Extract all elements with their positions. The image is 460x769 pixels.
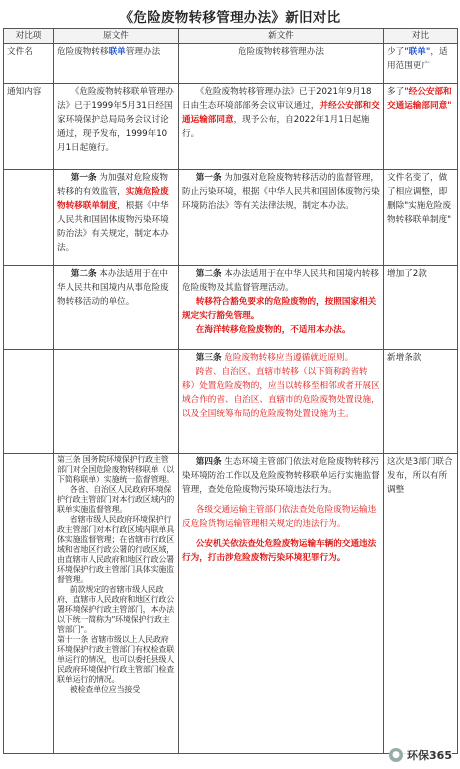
old-text: 第一条 为加强对危险废物转移的有效监管，实施危险废物转移联单制度，根据《中华人民共和国固体废物污染环境防治法》有关规定，制定本办法。 bbox=[54, 170, 179, 266]
header-compare: 对比 bbox=[384, 29, 458, 44]
header-old: 原文件 bbox=[54, 29, 179, 44]
header-item: 对比项 bbox=[4, 29, 54, 44]
table-row bbox=[4, 266, 458, 350]
compare-text: 文件名变了，做了相应调整，即删除"实施危险废物转移联单制度" bbox=[384, 170, 458, 266]
row-item: 文件名 bbox=[4, 44, 54, 84]
new-text: 第一条 为加强对危险废物转移活动的监督管理，防止污染环境，根据《中华人民共和国固体废物污染环境防治法》等有关法律法规，制定本办法。 bbox=[179, 170, 384, 266]
row-item bbox=[4, 266, 54, 350]
watermark bbox=[389, 747, 452, 763]
row-item: 通知内容 bbox=[4, 84, 54, 170]
compare-text: 新增条款 bbox=[384, 350, 458, 454]
old-text: 危险废物转移联单管理办法 bbox=[54, 44, 179, 84]
row-item bbox=[4, 170, 54, 266]
table-row bbox=[4, 84, 458, 170]
watermark-text: 环保365 bbox=[407, 749, 452, 762]
old-text: 第三条 国务院环境保护行政主管部门对全国危险废物转移联单（以下简称联单）实施统一监督管理。 各省、自治区人民政府环境保护行政主管部门对本行政区域内的联单实施监督管理。 省辖市级人民政府环境保护行政主管部门对本行政区域内联单具体实施监督管理；在省辖市行政区域和省地区行政公署的行政区域，由直辖市人民政府和地区行政公署环境保护行政主管部门具体实施监督管理。 前款规定的省辖市级人民政府、直辖市人民政府和地区行政公署环境保护行政主管部门，本办法以下统一简称为"环境保护行政主管部门"。 第十一条 省辖市级以上人民政府环境保护行政主管部门有权检查联单运行的情况，也可以委托县级人民政府环境保护行政主管部门检查联单运行的情况。 被检查单位应当接受 bbox=[54, 454, 179, 754]
header-row bbox=[4, 29, 458, 44]
wechat-icon: ● bbox=[389, 748, 403, 762]
compare-text: 增加了2款 bbox=[384, 266, 458, 350]
comparison-table bbox=[3, 28, 458, 754]
table-row bbox=[4, 44, 458, 84]
old-text: 《危险废物转移联单管理办法》已于1999年5月31日经国家环境保护总局局务会议讨论通过，现予发布，1999年10月1日起施行。 bbox=[54, 84, 179, 170]
table-row bbox=[4, 350, 458, 454]
new-text: 《危险废物转移管理办法》已于2021年9月18日由生态环境部部务会议审议通过，并经公安部和交通运输部同意，现予公布，自2022年1月1日起施行。 bbox=[179, 84, 384, 170]
new-text: 第三条 危险废物转移应当遵循就近原则。 跨省、自治区、直辖市转移（以下简称跨省转移）处置危险废物的，应当以转移至相邻或者开展区域合作的省、自治区、直辖市的危险废物处置设施，以及全国统筹布局的危险废物处置设施为主。 bbox=[179, 350, 384, 454]
new-text: 第二条 本办法适用于在中华人民共和国境内转移危险废物及其监督管理活动。 转移符合豁免要求的危险废物的，按照国家相关规定实行豁免管理。 在海洋转移危险废物的，不适用本办法。 bbox=[179, 266, 384, 350]
table-row bbox=[4, 170, 458, 266]
old-text: 第二条 本办法适用于在中华人民共和国境内从事危险废物转移活动的单位。 bbox=[54, 266, 179, 350]
compare-text: 这次是3部门联合发布，所以有所调整 bbox=[384, 454, 458, 754]
row-item bbox=[4, 350, 54, 454]
row-item bbox=[4, 454, 54, 754]
new-text: 第四条 生态环境主管部门依法对危险废物转移污染环境防治工作以及危险废物转移联单运行实施监督管理，查处危险废物污染环境违法行为。 各级交通运输主管部门依法查处危险废物运输违反危险货物运输管理相关规定的违法行为。 公安机关依法查处危险废物运输车辆的交通违法行为，打击涉危险废物污染环境犯罪行为。 bbox=[179, 454, 384, 754]
header-new: 新文件 bbox=[179, 29, 384, 44]
compare-text: 少了"联单"，适用范围更广 bbox=[384, 44, 458, 84]
compare-text: 多了"经公安部和交通运输部同意" bbox=[384, 84, 458, 170]
new-text: 危险废物转移管理办法 bbox=[179, 44, 384, 84]
page-title: 《危险废物转移管理办法》新旧对比 bbox=[119, 10, 341, 26]
table-row bbox=[4, 454, 458, 754]
old-text bbox=[54, 350, 179, 454]
